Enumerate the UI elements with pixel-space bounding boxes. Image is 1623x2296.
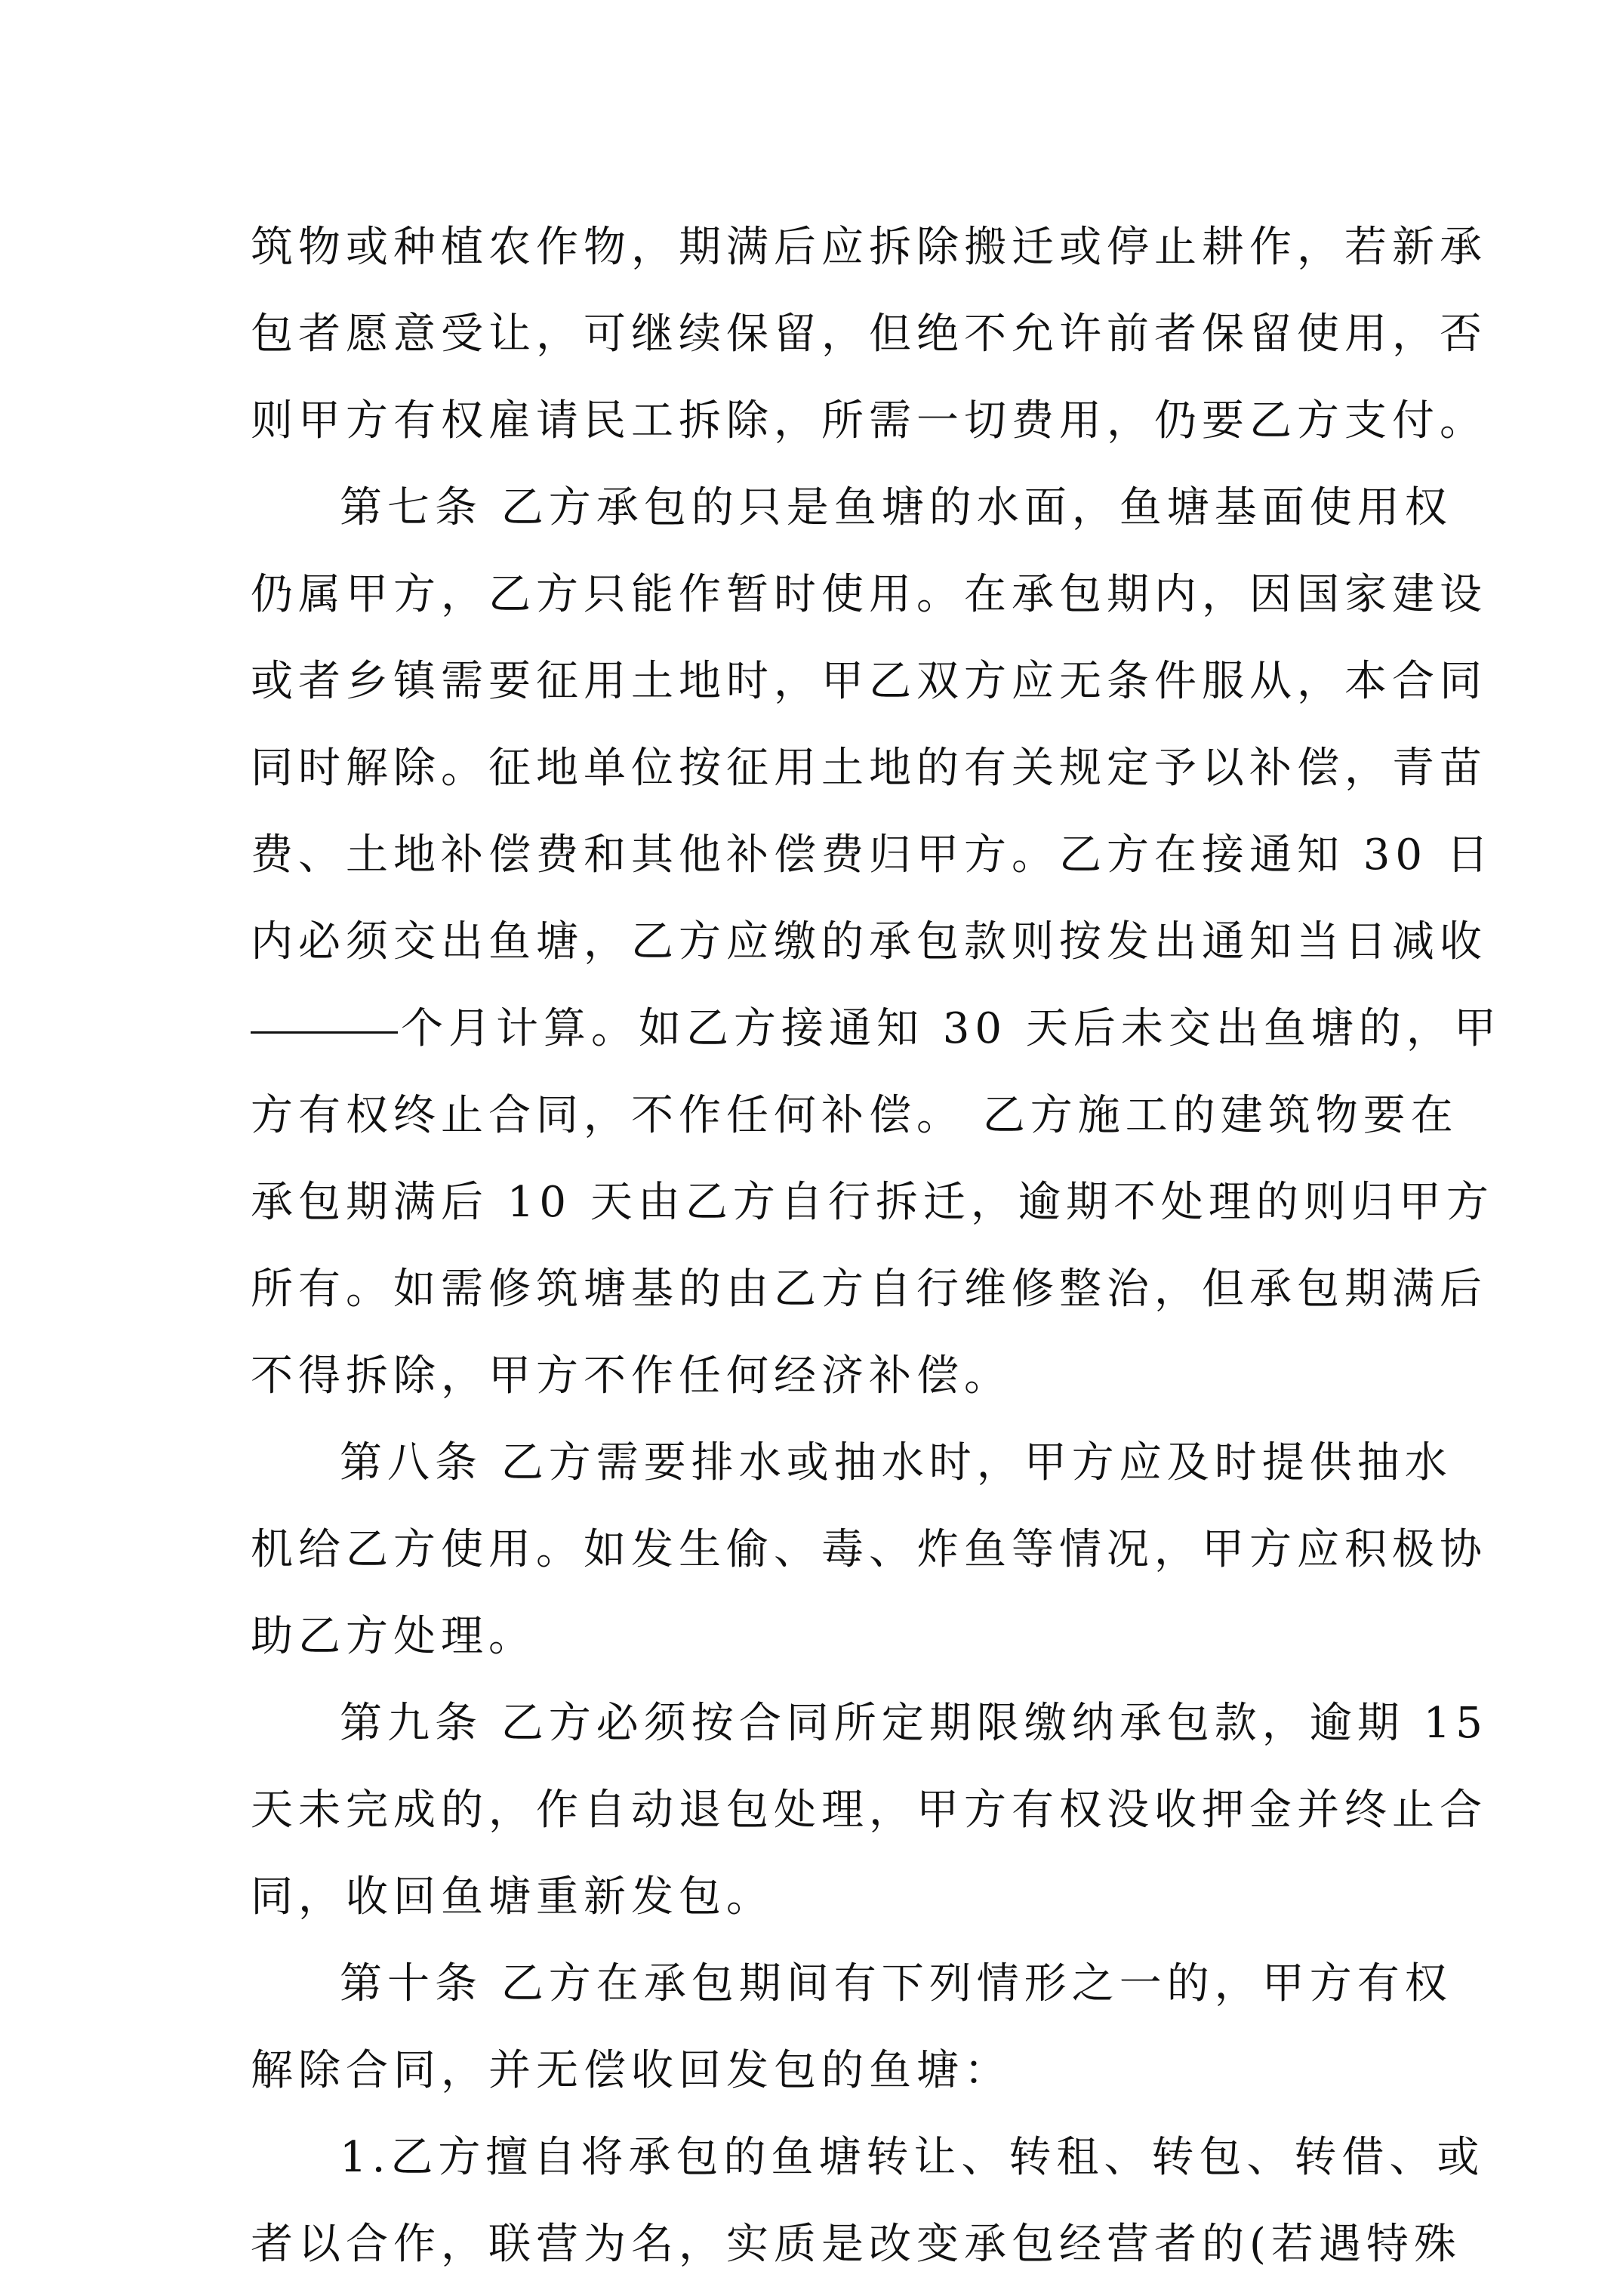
text-line: 解除合同，并无偿收回发包的鱼塘： [251, 2046, 1012, 2095]
text-line: 或者乡镇需要征用土地时，甲乙双方应无条件服从，本合同 [251, 657, 1487, 706]
article-10-heading-line: 第十条 乙方在承包期间有下列情形之一的，甲方有权 [340, 1959, 1452, 2008]
text-line: 筑物或种植农作物，期满后应拆除搬迁或停止耕作，若新承 [251, 223, 1487, 272]
text-line: 费、土地补偿费和其他补偿费归甲方。乙方在接通知 30 日 [251, 831, 1494, 880]
article-9-heading-line: 第九条 乙方必须按合同所定期限缴纳承包款，逾期 15 [340, 1699, 1488, 1748]
text-line: 不得拆除，甲方不作任何经济补偿。 [251, 1351, 1012, 1401]
text-line: 同时解除。征地单位按征用土地的有关规定予以补偿，青苗 [251, 744, 1487, 793]
text-line: 包者愿意受让，可继续保留，但绝不允许前者保留使用，否 [251, 310, 1487, 359]
article-8-heading-line: 第八条 乙方需要排水或抽水时，甲方应及时提供抽水 [340, 1438, 1452, 1487]
text-line: 则甲方有权雇请民工拆除，所需一切费用，仍要乙方支付。 [251, 396, 1487, 445]
clause-1-line: 1.乙方擅自将承包的鱼塘转让、转租、转包、转借、或 [340, 2133, 1485, 2182]
text-line: 者以合作，联营为名，实质是改变承包经营者的(若遇特殊 [251, 2220, 1461, 2269]
text-line: 天未完成的，作自动退包处理，甲方有权没收押金并终止合 [251, 1786, 1487, 1835]
text-line: 仍属甲方，乙方只能作暂时使用。在承包期内，因国家建设 [251, 570, 1487, 619]
article-7-heading-line: 第七条 乙方承包的只是鱼塘的水面，鱼塘基面使用权 [340, 483, 1452, 532]
text-line: 同，收回鱼塘重新发包。 [251, 1872, 774, 1922]
fill-in-blank [251, 1028, 398, 1034]
contract-text [251, 204, 1501, 2288]
text-line: 内必须交出鱼塘，乙方应缴的承包款则按发出通知当日减收 [251, 917, 1487, 966]
text-line: 所有。如需修筑塘基的由乙方自行维修整治，但承包期满后 [251, 1265, 1487, 1314]
text-line: 个月计算。如乙方接通知 30 天后未交出鱼塘的，甲 [401, 1004, 1501, 1053]
text-line: 机给乙方使用。如发生偷、毒、炸鱼等情况，甲方应积极协 [251, 1525, 1487, 1574]
text-line: 助乙方处理。 [251, 1612, 536, 1661]
text-line: 方有权终止合同，不作任何补偿。 乙方施工的建筑物要在 [251, 1091, 1458, 1140]
blank-fill-line [251, 985, 1501, 1072]
text-line: 承包期满后 10 天由乙方自行拆迁，逾期不处理的则归甲方 [251, 1178, 1494, 1227]
